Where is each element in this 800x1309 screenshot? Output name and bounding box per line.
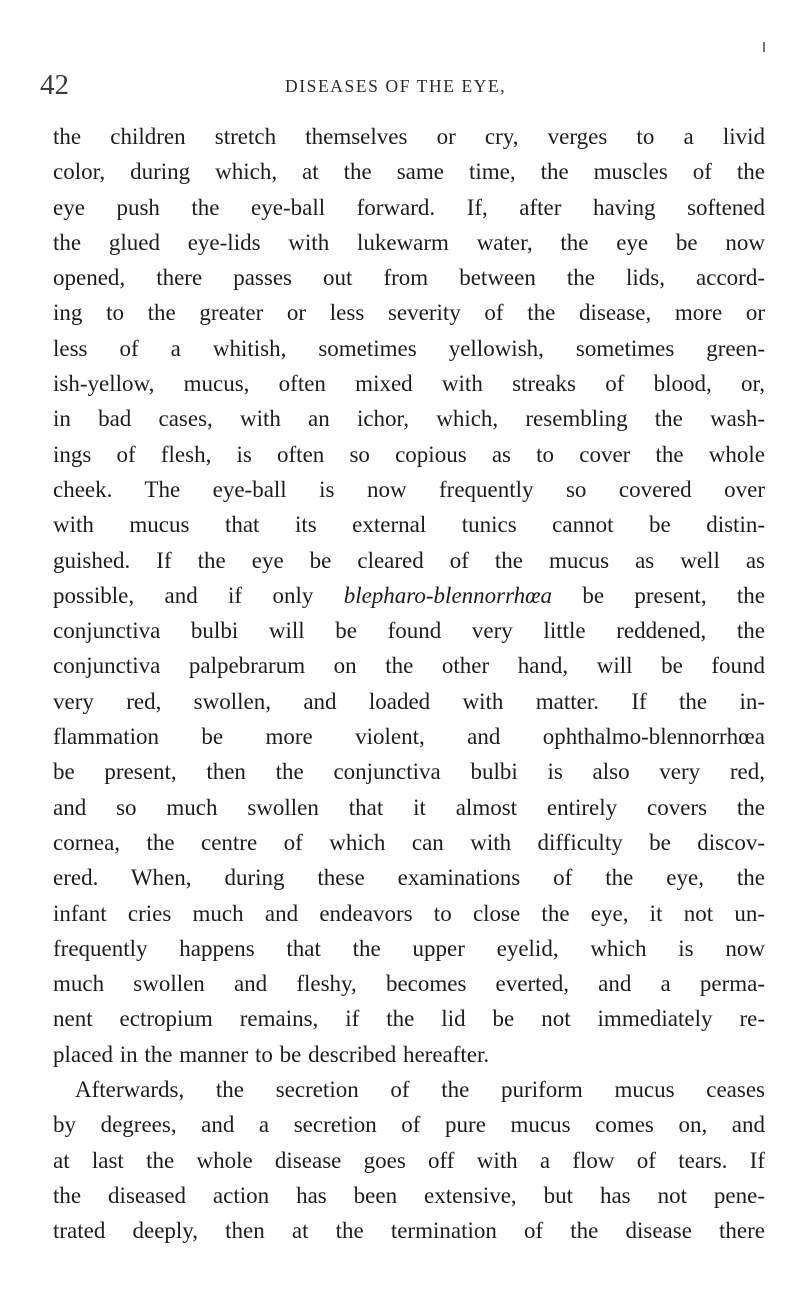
text-line: much swollen and fleshy, becomes everted, and a perma- bbox=[53, 971, 765, 997]
text-line: infant cries much and endeavors to close the eye, it not un- bbox=[53, 900, 765, 926]
text-line: at last the whole disease goes off with a flow of tears. If bbox=[53, 1147, 765, 1173]
text-line: placed in the manner to be described hereafter. bbox=[53, 1041, 490, 1067]
text-line: trated deeply, then at the termination of the disease there bbox=[53, 1218, 765, 1244]
text-line: the glued eye-lids with lukewarm water, the eye be now bbox=[53, 229, 765, 255]
paragraph-start-line: Afterwards, the secretion of the puriform mucus ceases bbox=[75, 1077, 765, 1103]
text-line: guished. If the eye be cleared of the mucus as well as bbox=[53, 547, 765, 573]
text-line: in bad cases, with an ichor, which, resembling the wash- bbox=[53, 406, 765, 432]
text-line: ing to the greater or less severity of the disease, more or bbox=[53, 300, 765, 326]
text-line: with mucus that its external tunics cannot be distin- bbox=[53, 512, 765, 538]
text-line: by degrees, and a secretion of pure mucus comes on, and bbox=[53, 1112, 765, 1138]
text-line: very red, swollen, and loaded with matter. If the in- bbox=[53, 688, 765, 714]
text-line: the diseased action has been extensive, but has not pene- bbox=[53, 1182, 765, 1208]
text-line-with-term bbox=[53, 578, 765, 613]
text-line: cornea, the centre of which can with difficulty be discov- bbox=[53, 829, 765, 855]
margin-mark bbox=[763, 42, 765, 52]
text-line: and so much swollen that it almost entirely covers the bbox=[53, 794, 765, 820]
text-line: the children stretch themselves or cry, verges to a livid bbox=[53, 124, 765, 149]
text-line: ish-yellow, mucus, often mixed with streaks of blood, or, bbox=[53, 371, 765, 397]
text-line: flammation be more violent, and ophthalmo-blennorrhœa bbox=[53, 724, 765, 750]
running-title: DISEASES OF THE EYE, bbox=[285, 76, 507, 96]
text-line: be present, then the conjunctiva bulbi is also very red, bbox=[53, 759, 765, 785]
text-line: ered. When, during these examinations of the eye, the bbox=[53, 865, 765, 891]
body-text bbox=[53, 119, 765, 1249]
text-line: opened, there passes out from between the lids, accord- bbox=[53, 265, 765, 291]
text-line: eye push the eye-ball forward. If, after having softened bbox=[53, 194, 765, 220]
text-line: conjunctiva bulbi will be found very little reddened, the bbox=[53, 618, 765, 644]
text-line: less of a whitish, sometimes yellowish, sometimes green- bbox=[53, 335, 765, 361]
page-number: 42 bbox=[40, 69, 69, 101]
medical-term: blepharo-blennorrhœa bbox=[343, 582, 552, 608]
text-line: frequently happens that the upper eyelid, which is now bbox=[53, 935, 765, 961]
text-line: ings of flesh, is often so copious as to cover the whole bbox=[53, 441, 765, 467]
text-line: nent ectropium remains, if the lid be not immediately re- bbox=[53, 1006, 765, 1032]
text-segment: possible, and if only bbox=[53, 582, 314, 608]
text-line: conjunctiva palpebrarum on the other hand, will be found bbox=[53, 653, 765, 679]
running-head bbox=[40, 68, 760, 102]
text-segment: be present, the bbox=[582, 582, 766, 608]
text-line: cheek. The eye-ball is now frequently so covered over bbox=[53, 476, 765, 502]
text-line: color, during which, at the same time, the muscles of the bbox=[53, 159, 765, 185]
